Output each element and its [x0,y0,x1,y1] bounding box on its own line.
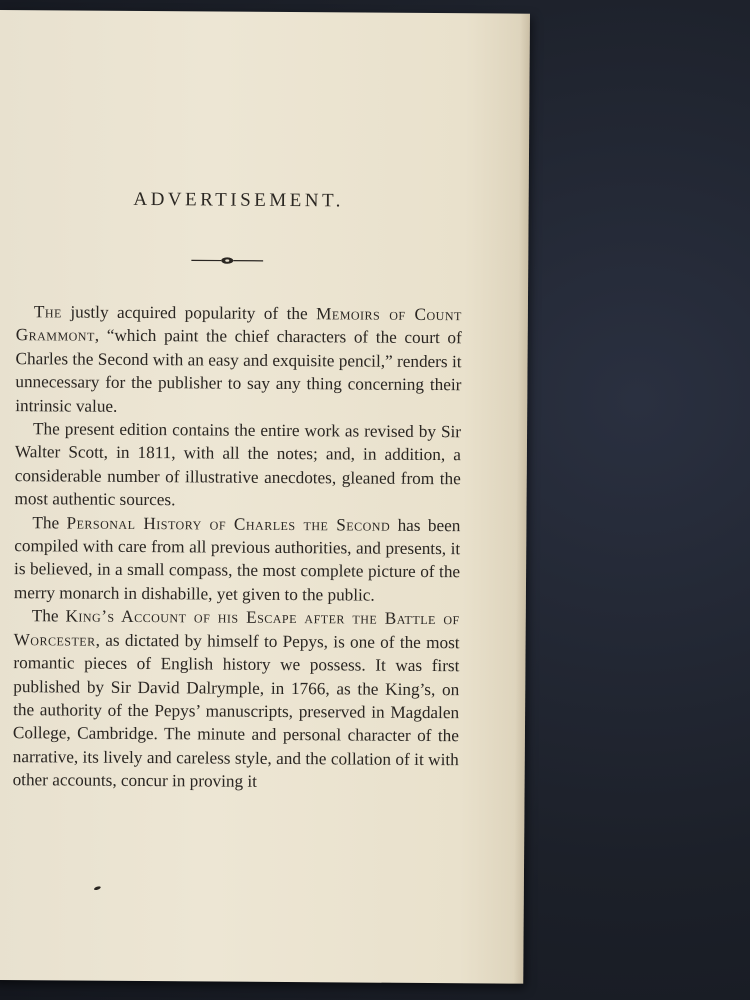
page-heading: ADVERTISEMENT. [133,188,345,212]
text-segment: , “which paint the chief characters of the court of Charles the Second with an easy and exquisite pencil,” renders it unnecessary for the publisher to say any thing concerning their intrinsic value. [15,326,462,416]
text-segment: Personal History of Charles the Second [66,513,391,535]
paragraph-kings-account [13,604,460,794]
body-text [13,300,462,795]
paragraph-present-edition [15,417,462,514]
paragraph-grammont-memoirs [15,300,462,420]
book-page [0,10,530,984]
ink-speck [94,886,102,891]
paragraph-personal-history [14,511,461,608]
text-segment: The [32,512,67,533]
text-segment: justly acquired popularity of the [61,302,317,324]
text-segment: has been compiled with care from all previous authorities, and presents, it is believed, in a small compass, the most complete picture of the merry monarch in dishabille, yet given to the public. [13,515,461,605]
text-segment: Memoirs of Count Grammont [15,304,462,346]
text-segment: The present edition contains the entire work as revised by Sir Walter Scott, in 1811, with all the notes; and, in addition, a considerable number of illustrative anecdotes, gleaned from the most authentic sources. [14,419,462,510]
text-segment: , as dictated by himself to Pepys, is one of the most romantic pieces of English history we possess. It was first published by Sir David Dalrymple, in 1766, as the King’s, on the authority of the Pepys’ manuscripts, preserved in Magdalen College, Cambridge. The minute and personal character of the narrative, its lively and careless style, and the collation of it with other accounts, concur in proving it [12,630,460,791]
text-segment: The [31,606,66,626]
text-segment: King’s Account of his Escape after the Battle of Worcester [13,606,460,650]
rule-ornament-icon [191,253,263,268]
text-segment: The [33,302,62,322]
